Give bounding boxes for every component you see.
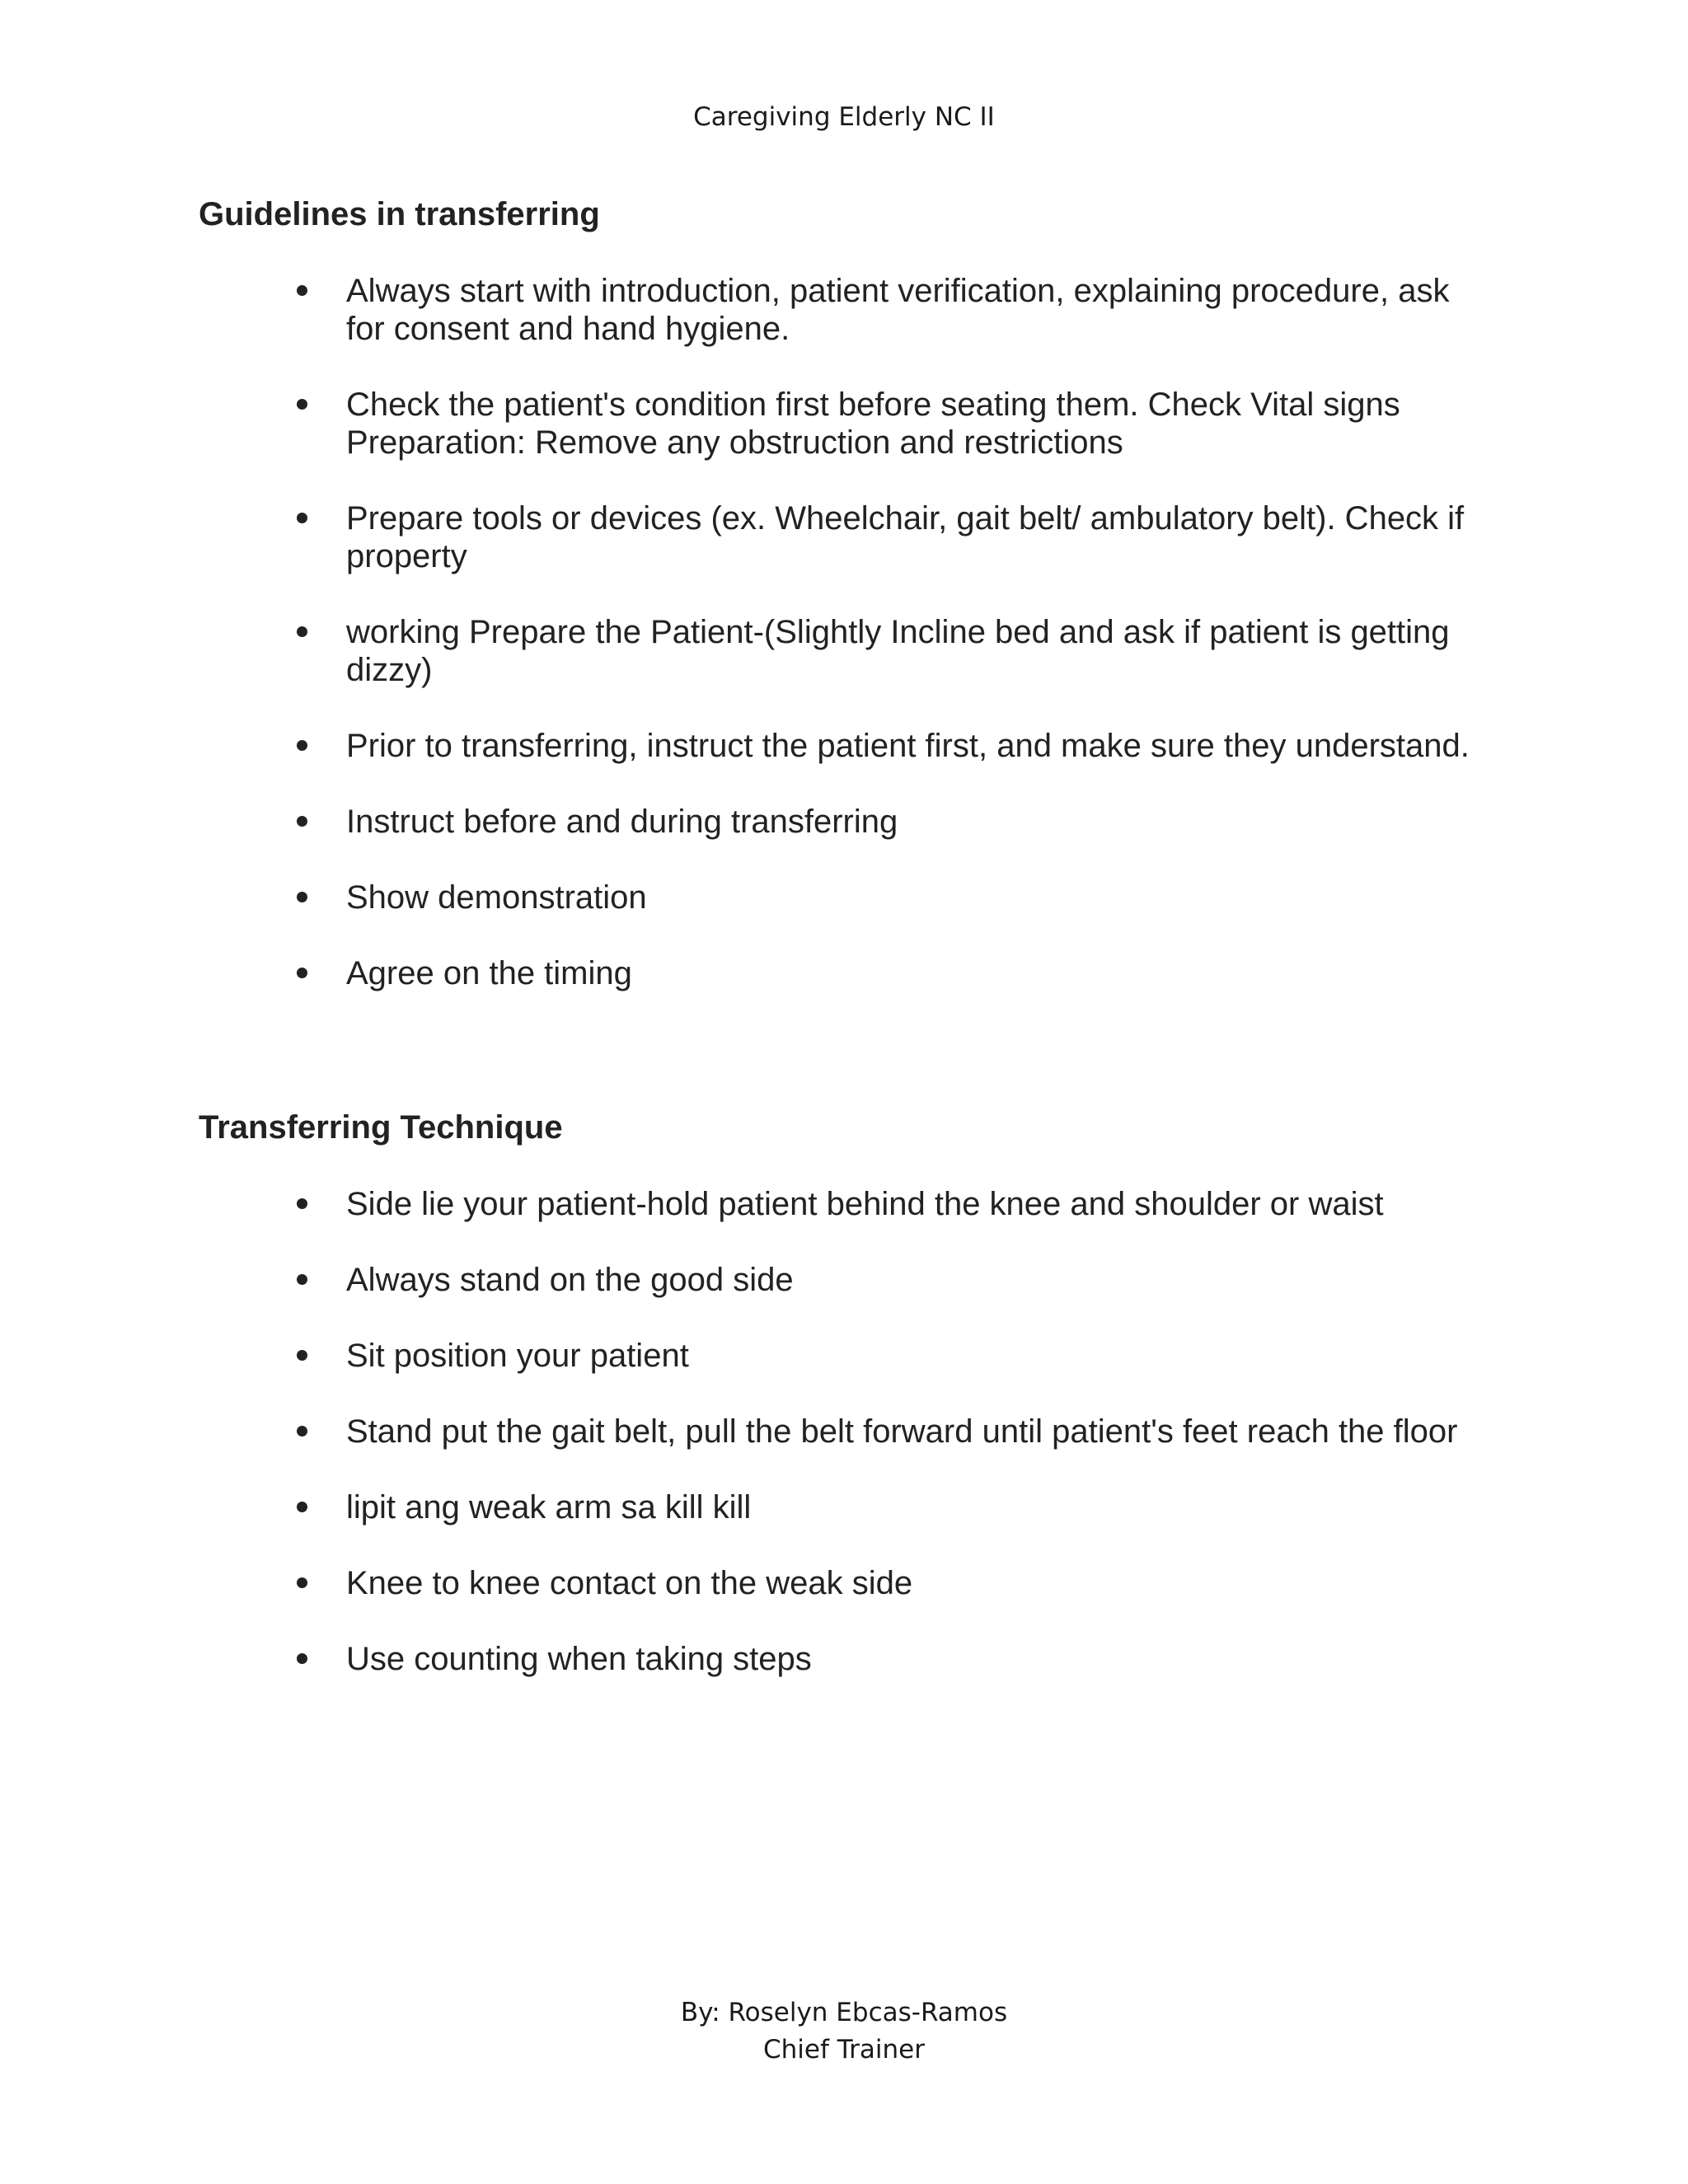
list-item: [0, 803, 1688, 841]
bullet-icon: [297, 1198, 307, 1209]
list-item-text: working Prepare the Patient-(Slightly Incline bed and ask if patient is getting dizzy): [346, 614, 1450, 688]
footer-role: Chief Trainer: [763, 2035, 925, 2064]
bullet-icon: [297, 1274, 307, 1285]
list-item-text: Prior to transferring, instruct the patient first, and make sure they understand.: [346, 728, 1470, 764]
bullet-icon: [297, 1426, 307, 1436]
bullet-icon: [297, 513, 307, 523]
bullet-icon: [297, 740, 307, 751]
list-item-text: Knee to knee contact on the weak side: [346, 1565, 913, 1601]
list-item: [0, 272, 1688, 348]
list-item-text: Stand put the gait belt, pull the belt forward until patient's feet reach the floor: [346, 1413, 1458, 1450]
list-item: [0, 386, 1688, 462]
bullet-icon: [297, 816, 307, 827]
list-item-text: Instruct before and during transferring: [346, 804, 898, 840]
list-item-text: Use counting when taking steps: [346, 1641, 812, 1677]
list-item: [0, 1261, 1688, 1299]
section-heading-technique: Transferring Technique: [199, 1109, 563, 1146]
list-item: [0, 499, 1688, 575]
bullet-icon: [297, 626, 307, 637]
section-heading-guidelines: Guidelines in transferring: [199, 196, 600, 232]
list-item-text: Check the patient's condition first before seating them. Check Vital signs Preparation: Remove any obstruction and restrictions: [346, 387, 1400, 461]
list-item-text: Always stand on the good side: [346, 1262, 794, 1298]
bullet-icon: [297, 285, 307, 296]
list-item: [0, 1337, 1688, 1375]
list-item-text: Prepare tools or devices (ex. Wheelchair, gait belt/ ambulatory belt). Check if property: [346, 500, 1465, 574]
bullet-icon: [297, 968, 307, 978]
list-item-text: Side lie your patient-hold patient behind the knee and shoulder or waist: [346, 1186, 1384, 1222]
footer-author: By: Roselyn Ebcas-Ramos: [680, 1998, 1008, 2027]
list-item: [0, 1640, 1688, 1678]
list-item-text: Agree on the timing: [346, 955, 632, 991]
list-item: [0, 727, 1688, 765]
bullet-icon: [297, 1350, 307, 1361]
list-item-text: Always start with introduction, patient verification, explaining procedure, ask for consent and hand hygiene.: [346, 273, 1450, 347]
guidelines-list: [0, 272, 1688, 1030]
bullet-icon: [297, 1653, 307, 1664]
list-item: [0, 1488, 1688, 1526]
bullet-icon: [297, 892, 307, 902]
list-item: [0, 879, 1688, 916]
list-item-text: Show demonstration: [346, 879, 647, 916]
list-item: [0, 1413, 1688, 1451]
list-item: [0, 613, 1688, 689]
bullet-icon: [297, 1577, 307, 1588]
page-footer: [0, 1994, 1688, 2069]
bullet-icon: [297, 399, 307, 410]
list-item: [0, 1185, 1688, 1223]
list-item-text: Sit position your patient: [346, 1338, 689, 1374]
list-item-text: lipit ang weak arm sa kill kill: [346, 1489, 752, 1526]
list-item: [0, 1564, 1688, 1602]
technique-list: [0, 1185, 1688, 1716]
list-item: [0, 954, 1688, 992]
bullet-icon: [297, 1502, 307, 1512]
page-header-title: Caregiving Elderly NC II: [693, 102, 995, 132]
